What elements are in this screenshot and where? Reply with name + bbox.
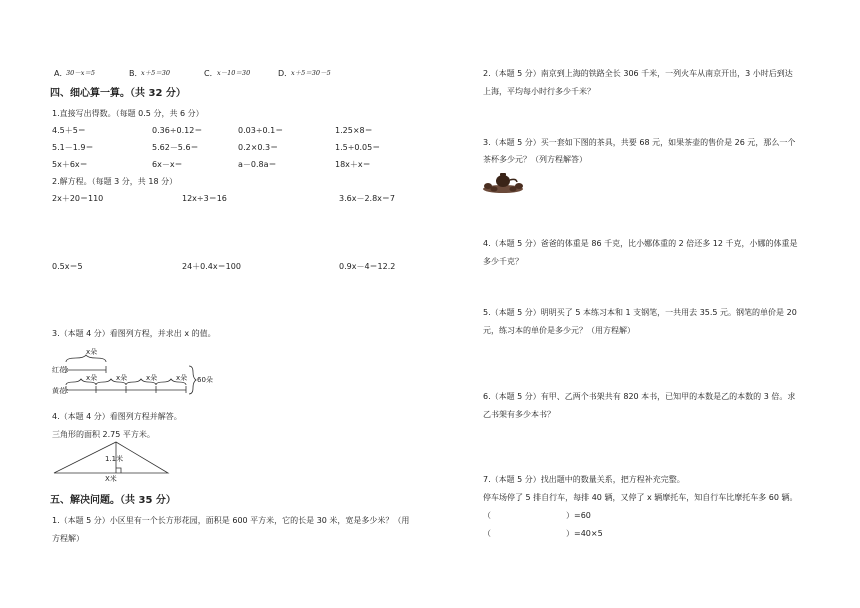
blank-close-equation: ）=40×5 [566,529,603,538]
equation-item: 3.6x－2.8x＝7 [339,194,396,203]
calc-item: 5.1－1.9＝ [52,143,94,152]
option-a-equation: 30－x＝5 [66,69,96,77]
flower-diagram-lines [52,348,232,396]
calc-item: 5.62－5.6＝ [152,143,199,152]
calc-item: a－0.8a＝ [238,160,277,169]
equation-item: 2x＋20＝110 [52,194,104,203]
problem-7-title: 7.（本题 5 分）找出题中的数量关系，把方程补充完整。 [483,475,685,484]
problem-1-line-1: 1.（本题 5 分）小区里有一个长方形花园，面积是 600 平方米，它的长是 30 米，宽是多少米？（用 [52,516,410,525]
problem-2-line-1: 2.（本题 5 分）南京到上海的铁路全长 306 千米，一列火车从南京开出，3 小时后到达 [483,69,793,78]
base-label: X米 [105,475,117,483]
tea-set-image [482,172,524,194]
option-c-label: C． [204,69,218,78]
calc-item: 0.2×0.3＝ [238,143,279,152]
option-b-equation: x＋5＝30 [141,69,171,77]
option-a-label: A． [54,69,68,78]
yellow-x-label: x朵 [146,374,158,382]
total-label: 60朵 [197,376,213,384]
calc-item: 0.03÷0.1＝ [238,126,284,135]
equation-item: 0.9x－4＝12.2 [339,262,396,271]
question-4-area: 三角形的面积 2.75 平方米。 [52,430,155,439]
problem-6-line-1: 6.（本题 5 分）有甲、乙两个书架共有 820 本书，已知甲的本数是乙的本数的 3 倍。求 [483,392,796,401]
height-label: 1.1米 [105,455,124,463]
problem-4-line-1: 4.（本题 5 分）爸爸的体重是 86 千克，比小娜体重的 2 倍还多 12 千克，小娜的体重是 [483,239,798,248]
yellow-x-label: x朵 [116,374,128,382]
problem-5-line-2: 元，练习本的单价是多少元？（用方程解） [483,326,635,335]
option-c-equation: x－10＝30 [217,69,251,77]
option-d-label: D． [278,69,293,78]
problem-3-line-1: 3.（本题 5 分）买一套如下图的茶具，共要 68 元，如果茶壶的售价是 26 元，那么一个 [483,138,796,147]
blank-close-equation: ）=60 [566,511,591,520]
calc-item: 0.36÷0.12＝ [152,126,203,135]
calc-item: 4.5＋5＝ [52,126,86,135]
calc-item: 6x－x＝ [152,160,183,169]
question-3-title: 3.（本题 4 分）看图列方程，并求出 x 的值。 [52,329,216,338]
problem-2-line-2: 上海，平均每小时行多少千米？ [483,87,595,96]
question-2-title: 2.解方程。（每题 3 分，共 18 分） [52,177,178,186]
problem-6-line-2: 乙书架有多少本书？ [483,410,555,419]
option-d-equation: x＋5＝30－5 [291,69,331,77]
calc-item: 5x＋6x＝ [52,160,88,169]
problem-4-line-2: 多少千克？ [483,257,523,266]
blank-open-paren: （ [483,529,491,538]
calc-item: 1.25×8＝ [335,126,373,135]
calc-item: 1.5÷0.05＝ [335,143,381,152]
yellow-flower-label: 黄花： [52,387,73,395]
problem-3-line-2: 茶杯多少元？（列方程解答） [483,155,587,164]
question-4-title: 4.（本题 4 分）看图列方程并解答。 [52,412,182,421]
equation-item: 12x÷3＝16 [182,194,227,203]
problem-1-line-2: 方程解） [52,534,84,543]
option-b-label: B． [129,69,143,78]
section-4-heading: 四、细心算一算。（共 32 分） [50,88,186,99]
yellow-x-label: x朵 [176,374,188,382]
calc-item: 18x＋x＝ [335,160,371,169]
problem-7-text: 停车场停了 5 排自行车，每排 40 辆，又停了 x 辆摩托车，知自行车比摩托车多 60 辆。 [483,493,798,502]
red-flower-label: 红花： [52,366,73,374]
question-1-title: 1.直接写出得数。（每题 0.5 分，共 6 分） [52,109,204,118]
section-5-heading: 五、解决问题。（共 35 分） [50,495,176,506]
blank-open-paren: （ [483,511,491,520]
problem-5-line-1: 5.（本题 5 分）明明买了 5 本练习本和 1 支钢笔，一共用去 35.5 元。钢笔的单价是 20 [483,308,797,317]
yellow-x-label: x朵 [86,374,98,382]
equation-item: 24＋0.4x＝100 [182,262,241,271]
red-x-label: x朵 [86,348,98,356]
equation-item: 0.5x＝5 [52,262,83,271]
